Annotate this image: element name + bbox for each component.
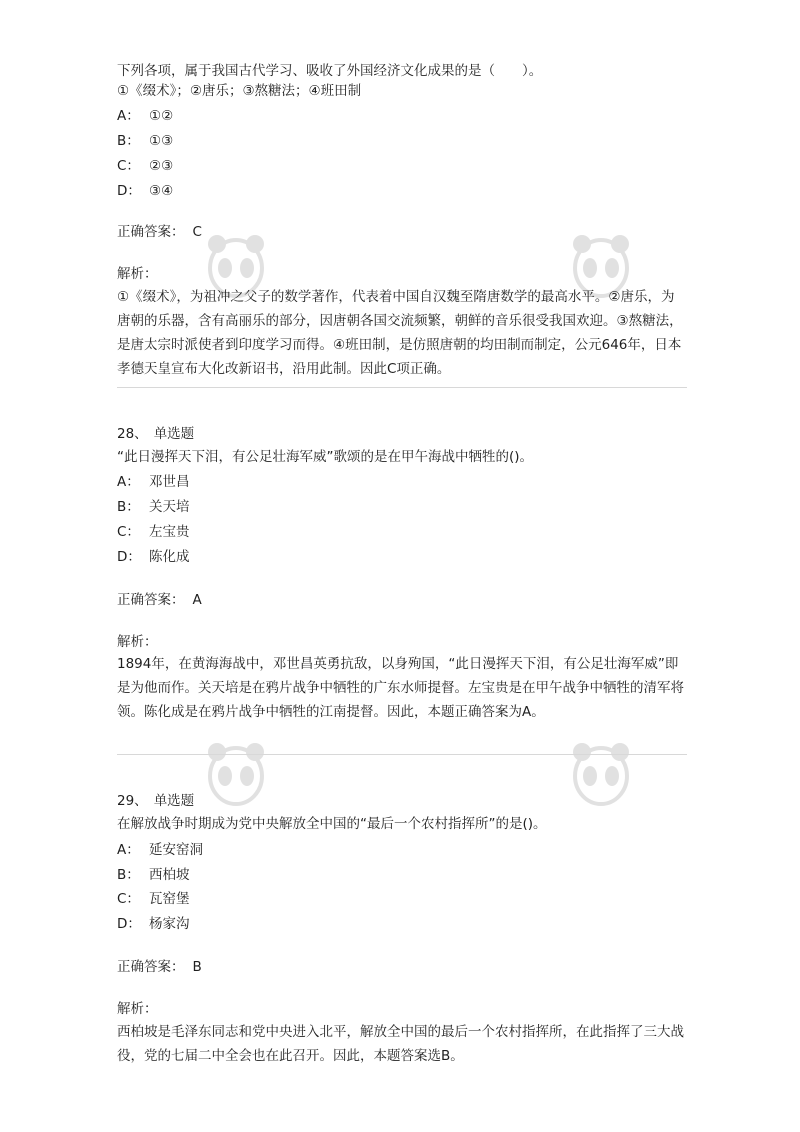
option-text: 邓世昌 [149, 474, 190, 490]
panda-logo-icon [570, 740, 632, 808]
option-letter: C： [117, 158, 140, 174]
option-a [117, 472, 190, 492]
option-text: 陈化成 [149, 549, 190, 565]
correct-answer [117, 222, 202, 242]
question-header [117, 791, 194, 811]
question-stem: “此日漫挥天下泪，有公足壮海军威”歌颂的是在甲午海战中牺牲的()。 [117, 449, 534, 465]
option-text: ②③ [149, 158, 174, 174]
answer-value: C [192, 224, 202, 240]
answer-label: 正确答案： [117, 592, 185, 608]
option-letter: A： [117, 474, 140, 490]
analysis-text: 1894年，在黄海海战中，邓世昌英勇抗敌，以身殉国，“此日漫挥天下泪，有公足壮海军威”即是为他而作。关天培是在鸦片战争中牺牲的广东水师提督。左宝贵是在甲午战争中牺牲的清军将领。陈化成是在鸦片战争中牺牲的江南提督。因此，本题正确答案为A。 [117, 656, 684, 720]
question-stem: 在解放战争时期成为党中央解放全中国的“最后一个农村指挥所”的是()。 [117, 816, 547, 832]
answer-label: 正确答案： [117, 224, 185, 240]
option-c [117, 522, 190, 542]
divider [117, 387, 687, 388]
option-letter: D： [117, 549, 141, 565]
analysis-label: 解析： [117, 634, 158, 650]
option-letter: B： [117, 499, 140, 515]
option-text: 延安窑洞 [149, 842, 203, 858]
question-header [117, 424, 194, 444]
option-letter: B： [117, 133, 140, 149]
option-a [117, 840, 203, 860]
option-d [117, 181, 173, 201]
analysis-text: 西柏坡是毛泽东同志和党中央进入北平，解放全中国的最后一个农村指挥所，在此指挥了三大战役，党的七届二中全会也在此召开。因此，本题答案选B。 [117, 1024, 684, 1064]
divider [117, 754, 687, 755]
analysis-label: 解析： [117, 1001, 158, 1017]
option-c [117, 889, 190, 909]
option-letter: C： [117, 891, 140, 907]
correct-answer [117, 590, 202, 610]
option-letter: C： [117, 524, 140, 540]
option-a [117, 106, 173, 126]
option-b [117, 497, 190, 517]
question-type: 单选题 [153, 793, 195, 809]
option-text: 左宝贵 [149, 524, 190, 540]
answer-value: A [192, 592, 202, 608]
option-text: ①② [149, 108, 174, 124]
analysis-label: 解析： [117, 266, 158, 282]
option-d [117, 914, 190, 934]
option-letter: A： [117, 108, 140, 124]
option-letter: D： [117, 916, 141, 932]
option-c [117, 156, 173, 176]
option-text: 瓦窑堡 [149, 891, 190, 907]
option-text: 西柏坡 [149, 867, 190, 883]
question-type: 单选题 [153, 426, 195, 442]
correct-answer [117, 957, 202, 977]
answer-label: 正确答案： [117, 959, 185, 975]
question-items: ①《缀术》；②唐乐；③熬糖法；④班田制 [117, 83, 362, 99]
option-text: ③④ [149, 183, 174, 199]
question-number: 29、 [117, 793, 148, 809]
answer-value: B [192, 959, 202, 975]
option-text: 杨家沟 [149, 916, 190, 932]
analysis-text: ①《缀术》，为祖冲之父子的数学著作，代表着中国自汉魏至隋唐数学的最高水平。②唐乐，为唐朝的乐器，含有高丽乐的部分，因唐朝各国交流频繁，朝鲜的音乐很受我国欢迎。③熬糖法，是唐太宗时派使者到印度学习而得。④班田制，是仿照唐朝的均田制而制定，公元646年，日本孝德天皇宣布大化改新诏书，沿用此制。因此C项正确。 [117, 289, 683, 377]
option-b [117, 865, 190, 885]
question-stem: 下列各项，属于我国古代学习、吸收了外国经济文化成果的是（ ）。 [117, 63, 543, 79]
panda-logo-icon [205, 740, 267, 808]
option-text: ①③ [149, 133, 174, 149]
option-b [117, 131, 173, 151]
option-text: 关天培 [149, 499, 190, 515]
option-letter: D： [117, 183, 141, 199]
option-letter: A： [117, 842, 140, 858]
option-letter: B： [117, 867, 140, 883]
option-d [117, 547, 190, 567]
question-number: 28、 [117, 426, 148, 442]
